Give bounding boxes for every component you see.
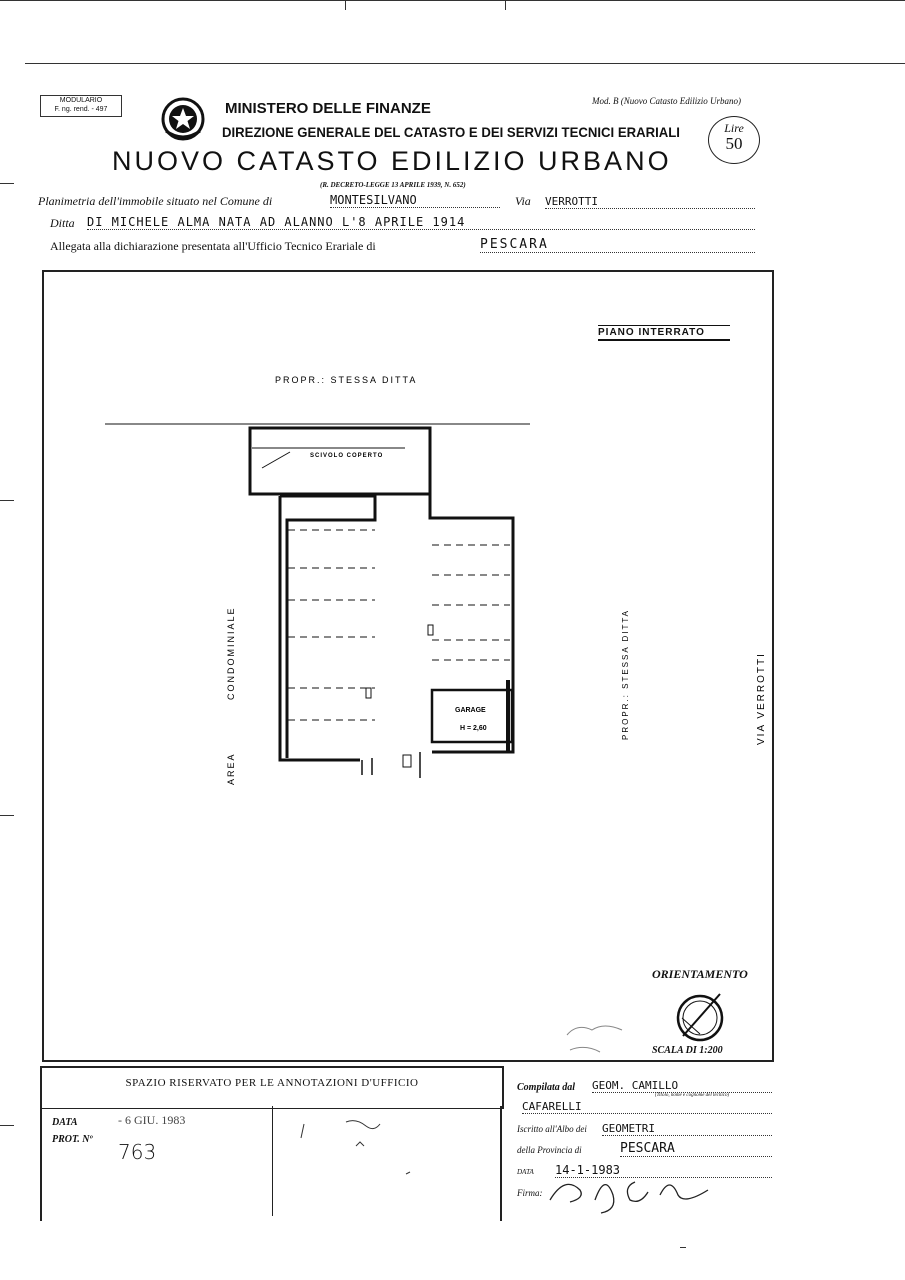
direction-title: DIREZIONE GENERALE DEL CATASTO E DEI SERVIZI TECNICI ERARIALI [222,124,680,140]
ditta-label: Ditta [50,216,75,230]
prot-label: PROT. Nº [52,1134,93,1145]
ditta-value: DI MICHELE ALMA NATA AD ALANNO L'8 APRILE 1914 [87,215,755,230]
footer-dash [680,1247,686,1248]
area-label: AREA [226,752,236,785]
planimetria-label: Planimetria dell'immobile situato nel Comune di [38,194,273,208]
date-label: DATA [517,1168,534,1176]
compilata-note: (Titolo, nome e cognome del tecnico) [655,1093,730,1098]
provincia-value: PESCARA [620,1141,772,1157]
ministry-title: MINISTERO DELLE FINANZE [225,100,431,117]
compilata-value: GEOM. CAMILLO [592,1079,772,1093]
prot-value: 763 [118,1140,157,1164]
orientation-label: ORIENTAMENTO [652,967,748,981]
garage-label: GARAGE [455,707,486,714]
iscritto-value: GEOMETRI [602,1122,772,1136]
allegata-label: Allegata alla dichiarazione presentata all'Ufficio Tecnico Erariale di [50,239,376,253]
via-label: Via [515,194,531,208]
ramp-label: SCIVOLO COPERTO [310,453,384,459]
office-scribble [296,1112,416,1182]
compass-icon [678,994,722,1040]
reserved-title: SPAZIO RISERVATO PER LE ANNOTAZIONI D'UFFICIO [125,1077,419,1089]
data-value: - 6 GIU. 1983 [118,1113,186,1127]
street-label: VIA VERROTTI [756,652,767,745]
modulario-box: MODULARIO F. ng. rend. - 497 [40,95,122,117]
floor-label: PIANO INTERRATO [598,325,730,341]
comune-value: MONTESILVANO [330,193,500,208]
provincia-label: della Provincia di [517,1145,582,1155]
scale-label: SCALA DI 1:200 [652,1045,723,1056]
compilata-label: Compilata dal [517,1082,576,1093]
stamp-currency: Lire [724,121,744,135]
data-label: DATA [52,1117,78,1128]
compilata-value-2: CAFARELLI [522,1100,772,1114]
condominiale-label: CONDOMINIALE [226,606,236,700]
page-title: NUOVO CATASTO EDILIZIO URBANO [112,146,672,176]
date-value: 14-1-1983 [555,1163,772,1178]
stamp-value: 50 [725,134,743,153]
reserved-divider [272,1106,273,1216]
iscritto-label: Iscritto all'Albo dei [517,1124,587,1134]
signature [545,1170,715,1220]
reserved-left-border [40,1106,42,1221]
office-stamp-mark [567,1026,622,1052]
reserved-right-border [500,1106,502,1221]
garage-height: H = 2,60 [460,725,487,732]
top-owner-label: PROPR.: STESSA DITTA [275,375,418,385]
decree-note: (R. DECRETO-LEGGE 13 APRILE 1939, N. 652) [320,181,466,189]
via-value: VERROTTI [545,195,755,209]
mod-note: Mod. B (Nuovo Catasto Edilizio Urbano) [592,96,741,106]
ufficio-value: PESCARA [480,237,755,253]
firma-label: Firma: [517,1188,543,1198]
right-owner-label: PROPR.: STESSA DITTA [621,609,630,740]
